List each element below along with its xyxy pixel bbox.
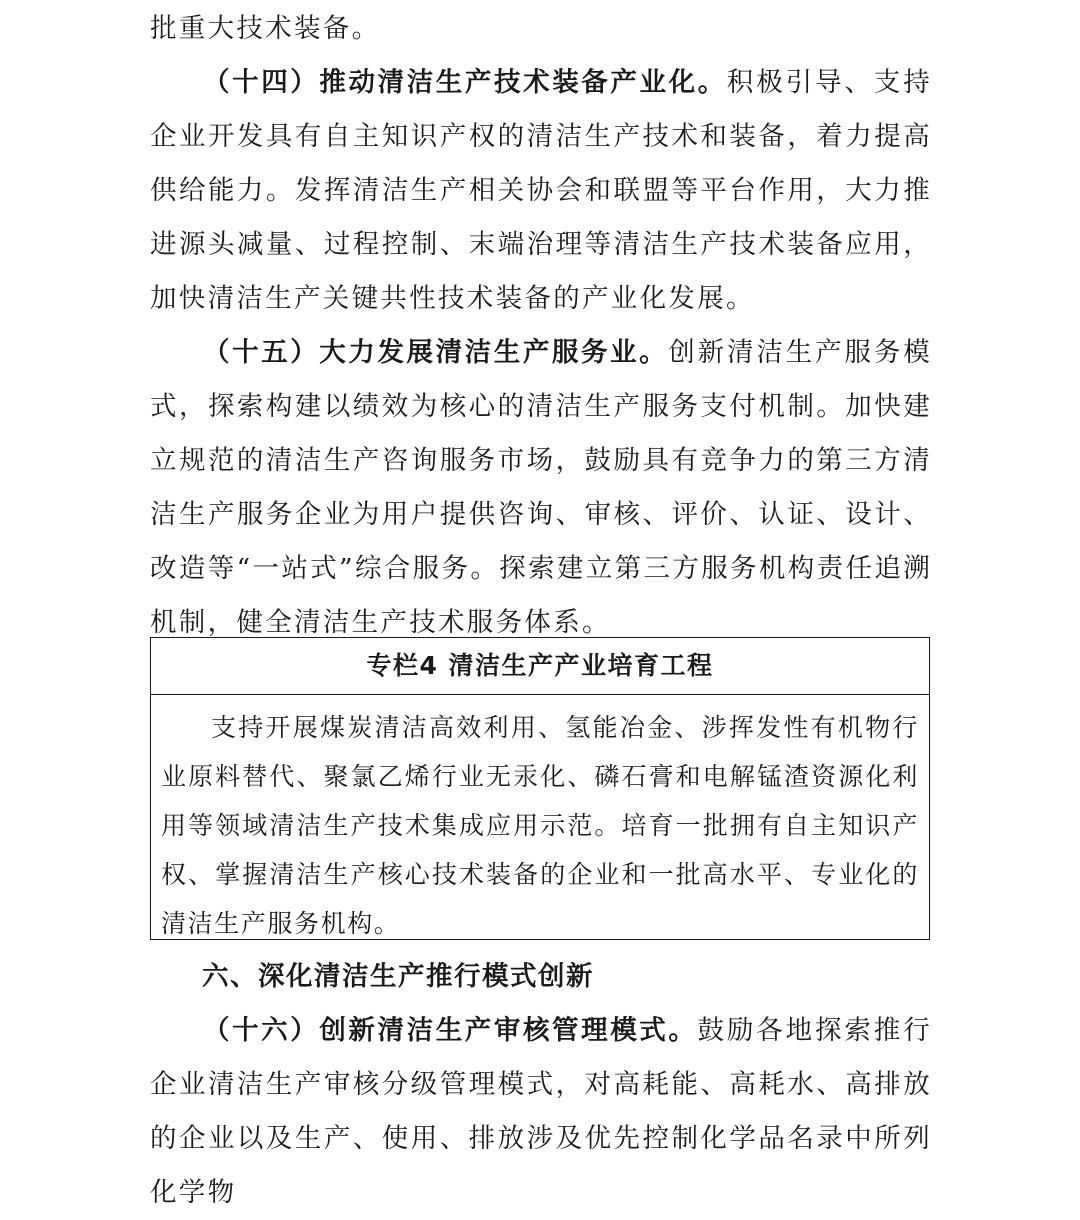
paragraph-14-body: 积极引导、支持企业开发具有自主知识产权的清洁生产技术和装备，着力提高供给能力。发挥清洁生产相关协会和联盟等平台作用，大力推进源头减量、过程控制、末端治理等清洁生产技术装备应用，加快清洁生产关键共性技术装备的产业化发展。 xyxy=(150,67,932,314)
continuation-paragraph xyxy=(150,2,932,56)
paragraph-16-body: 鼓励各地探索推行企业清洁生产审核分级管理模式，对高耗能、高耗水、高排放的企业以及生产、使用、排放涉及优先控制化学品名录中所列化学物 xyxy=(150,1015,932,1208)
upper-text-block xyxy=(150,2,932,650)
paragraph-15-body: 创新清洁生产服务模式，探索构建以绩效为核心的清洁生产服务支付机制。加快建立规范的清洁生产咨询服务市场，鼓励具有竞争力的第三方清洁生产服务企业为用户提供咨询、审核、评价、认证、设计、改造等“一站式”综合服务。探索建立第三方服务机构责任追溯机制，健全清洁生产技术服务体系。 xyxy=(150,337,933,638)
paragraph-14-heading: （十四）推动清洁生产技术装备产业化。 xyxy=(203,67,727,98)
paragraph-15-heading: （十五）大力发展清洁生产服务业。 xyxy=(203,337,669,368)
paragraph-16-heading: （十六）创新清洁生产审核管理模式。 xyxy=(203,1015,698,1046)
continuation-text: 批重大技术装备。 xyxy=(150,13,381,44)
lower-text-block xyxy=(150,1004,932,1220)
section-6-heading: 六、深化清洁生产推行模式创新 xyxy=(202,961,594,992)
paragraph-16 xyxy=(150,1004,932,1220)
paragraph-15 xyxy=(150,326,932,650)
column-box-body: 支持开展煤炭清洁高效利用、氢能冶金、涉挥发性有机物行业原料替代、聚氯乙烯行业无汞化、磷石膏和电解锰渣资源化利用等领域清洁生产技术集成应用示范。培育一批拥有自主知识产权、掌握清洁生产核心技术装备的企业和一批高水平、专业化的清洁生产服务机构。 xyxy=(161,713,919,938)
column-box-title: 专栏4 清洁生产产业培育工程 xyxy=(151,638,929,695)
paragraph-14 xyxy=(150,56,932,326)
column-box xyxy=(150,637,930,940)
